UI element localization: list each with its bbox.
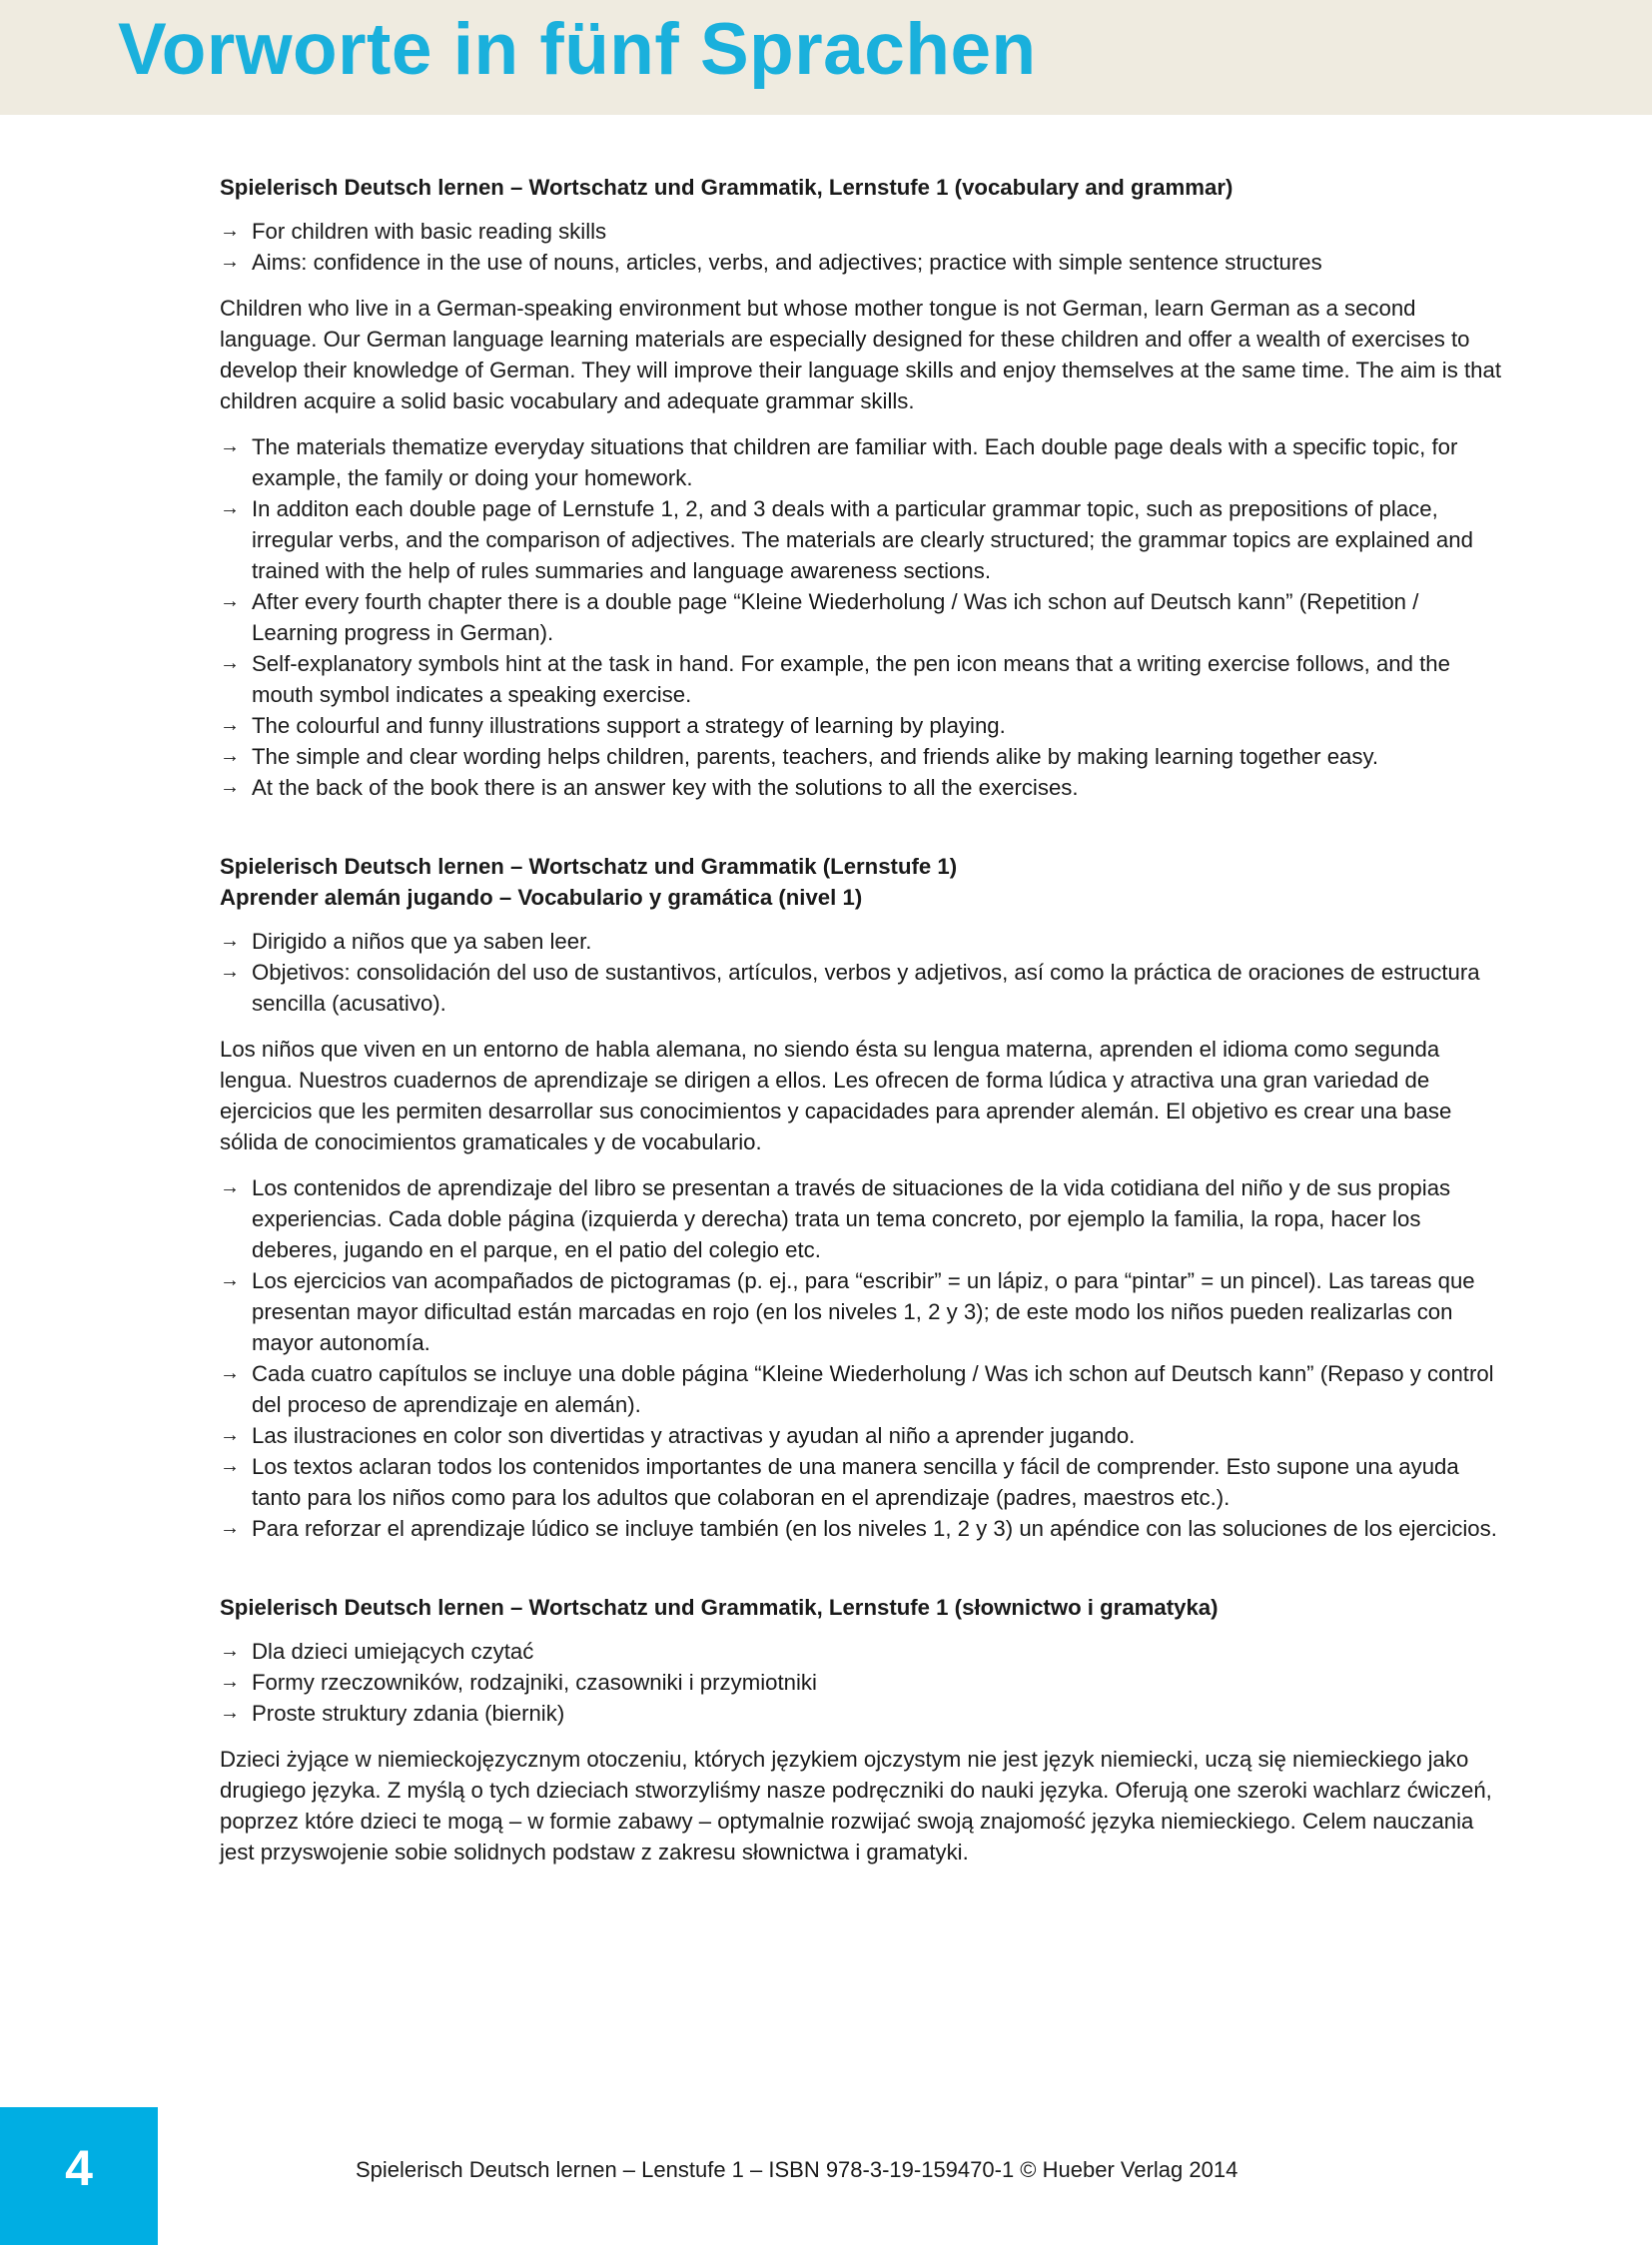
- list-item: [220, 648, 1508, 710]
- arrow-right-icon: →: [220, 961, 240, 983]
- section-heading-line: Spielerisch Deutsch lernen – Wortschatz und Grammatik, Lernstufe 1 (vocabulary and grammar): [220, 175, 1234, 200]
- section-heading: [220, 851, 1508, 913]
- section-paragraph: Dzieci żyjące w niemieckojęzycznym otoczeniu, których językiem ojczystym nie jest język niemiecki, uczą się niemieckiego jako drugiego języka. Z myślą o tych dzieciach stworzyliśmy nasze podręczniki do nauki języka. Oferują one szeroki wachlarz ćwiczeń, poprzez które dzieci te mogą – w formie zabawy – optymalnie rozwijać swoją znajomość języka niemieckiego. Celem nauczania jest przyswojenie sobie solidnych podstaw z zakresu słownictwa i gramatyki.: [220, 1747, 1492, 1865]
- list-item-text: After every fourth chapter there is a double page “Kleine Wiederholung / Was ich schon auf Deutsch kann” (Repetition / Learning progress in German).: [252, 589, 1419, 645]
- arrow-right-icon: →: [220, 435, 240, 457]
- bullet-list: [220, 1636, 1508, 1729]
- content-area: [220, 172, 1508, 1915]
- list-item: [220, 586, 1508, 648]
- list-item-text: Los textos aclaran todos los contenidos importantes de una manera sencilla y fácil de comprender. Esto supone una ayuda tanto para los niños como para los adultos que colaboran en el aprendizaje (padres, maestros etc.).: [252, 1454, 1459, 1510]
- list-item: [220, 493, 1508, 586]
- list-item-text: Las ilustraciones en color son divertidas y atractivas y ayudan al niño a aprender jugando.: [252, 1423, 1136, 1448]
- list-item-text: Dirigido a niños que ya saben leer.: [252, 929, 592, 954]
- list-item: [220, 710, 1508, 741]
- arrow-right-icon: →: [220, 1517, 240, 1539]
- list-item: [220, 1420, 1508, 1451]
- list-item: [220, 431, 1508, 493]
- list-item: [220, 1636, 1508, 1667]
- arrow-right-icon: →: [220, 497, 240, 519]
- list-item: [220, 1265, 1508, 1358]
- arrow-right-icon: →: [220, 1702, 240, 1724]
- list-item-text: Formy rzeczowników, rodzajniki, czasowniki i przymiotniki: [252, 1670, 817, 1695]
- bullet-list: [220, 926, 1508, 1019]
- list-item: [220, 216, 1508, 247]
- arrow-right-icon: →: [220, 1176, 240, 1198]
- list-item: [220, 741, 1508, 772]
- arrow-right-icon: →: [220, 251, 240, 273]
- list-item-text: Proste struktury zdania (biernik): [252, 1701, 565, 1726]
- arrow-right-icon: →: [220, 1424, 240, 1446]
- section-heading-line: Spielerisch Deutsch lernen – Wortschatz und Grammatik, Lernstufe 1 (słownictwo i gramatyka): [220, 1595, 1219, 1620]
- list-item-text: Los ejercicios van acompañados de pictogramas (p. ej., para “escribir” = un lápiz, o para “pintar” = un pincel). Las tareas que presentan mayor dificultad están marcadas en rojo (en los niveles 1, 2 y 3); de este modo los niños pueden realizarlas con mayor autonomía.: [252, 1268, 1475, 1355]
- list-item: [220, 772, 1508, 803]
- arrow-right-icon: →: [220, 220, 240, 242]
- list-item-text: Self-explanatory symbols hint at the task in hand. For example, the pen icon means that a writing exercise follows, and the mouth symbol indicates a speaking exercise.: [252, 651, 1450, 707]
- page-header: [0, 0, 1652, 115]
- bullet-list: [220, 1172, 1508, 1544]
- bullet-list: [220, 216, 1508, 278]
- list-item-text: At the back of the book there is an answer key with the solutions to all the exercises.: [252, 775, 1079, 800]
- arrow-right-icon: →: [220, 714, 240, 736]
- list-item: [220, 1698, 1508, 1729]
- list-item-text: The materials thematize everyday situations that children are familiar with. Each double page deals with a specific topic, for example, the family or doing your homework.: [252, 434, 1458, 490]
- arrow-right-icon: →: [220, 1269, 240, 1291]
- arrow-right-icon: →: [220, 1455, 240, 1477]
- section: [220, 851, 1508, 1544]
- arrow-right-icon: →: [220, 1362, 240, 1384]
- section-heading: [220, 1592, 1508, 1623]
- section-paragraph: Children who live in a German-speaking environment but whose mother tongue is not German, learn German as a second language. Our German language learning materials are especially designed for these children and offer a wealth of exercises to develop their knowledge of German. They will improve their language skills and enjoy themselves at the same time. The aim is that children acquire a solid basic vocabulary and adequate grammar skills.: [220, 296, 1501, 413]
- arrow-right-icon: →: [220, 590, 240, 612]
- arrow-right-icon: →: [220, 1671, 240, 1693]
- section-heading-line: Aprender alemán jugando – Vocabulario y gramática (nivel 1): [220, 885, 863, 910]
- list-item: [220, 1513, 1508, 1544]
- list-item-text: Dla dzieci umiejących czytać: [252, 1639, 534, 1664]
- list-item: [220, 1451, 1508, 1513]
- list-item: [220, 957, 1508, 1019]
- arrow-right-icon: →: [220, 930, 240, 952]
- list-item: [220, 1172, 1508, 1265]
- arrow-right-icon: →: [220, 652, 240, 674]
- list-item-text: The simple and clear wording helps children, parents, teachers, and friends alike by making learning together easy.: [252, 744, 1379, 769]
- list-item-text: For children with basic reading skills: [252, 219, 607, 244]
- section: [220, 1592, 1508, 1868]
- list-item-text: In additon each double page of Lernstufe 1, 2, and 3 deals with a particular grammar topic, such as prepositions of place, irregular verbs, and the comparison of adjectives. The materials are clearly structured; the grammar topics are explained and trained with the help of rules summaries and language awareness sections.: [252, 496, 1473, 583]
- list-item-text: Aims: confidence in the use of nouns, articles, verbs, and adjectives; practice with simple sentence structures: [252, 250, 1322, 275]
- footer-text: Spielerisch Deutsch lernen – Lenstufe 1 – ISBN 978-3-19-159470-1 © Hueber Verlag 2014: [356, 2157, 1239, 2182]
- section-heading-line: Spielerisch Deutsch lernen – Wortschatz und Grammatik (Lernstufe 1): [220, 854, 958, 879]
- list-item: [220, 926, 1508, 957]
- list-item-text: Los contenidos de aprendizaje del libro se presentan a través de situaciones de la vida cotidiana del niño y de sus propias experiencias. Cada doble página (izquierda y derecha) trata un tema concreto, por ejemplo la familia, la ropa, hacer los deberes, jugando en el parque, en el patio del colegio etc.: [252, 1175, 1451, 1262]
- section: [220, 172, 1508, 803]
- section-paragraph: Los niños que viven en un entorno de habla alemana, no siendo ésta su lengua materna, aprenden el idioma como segunda lengua. Nuestros cuadernos de aprendizaje se dirigen a ellos. Les ofrecen de forma lúdica y atractiva una gran variedad de ejercicios que les permiten desarrollar sus conocimientos y capacidades para aprender alemán. El objetivo es crear una base sólida de conocimientos gramaticales y de vocabulario.: [220, 1037, 1452, 1154]
- arrow-right-icon: →: [220, 745, 240, 767]
- list-item: [220, 1358, 1508, 1420]
- list-item-text: Objetivos: consolidación del uso de sustantivos, artículos, verbos y adjetivos, así como la práctica de oraciones de estructura sencilla (acusativo).: [252, 960, 1480, 1016]
- section-heading: [220, 172, 1508, 203]
- page-number: 4: [65, 2140, 93, 2196]
- bullet-list: [220, 431, 1508, 803]
- list-item-text: Para reforzar el aprendizaje lúdico se incluye también (en los niveles 1, 2 y 3) un apéndice con las soluciones de los ejercicios.: [252, 1516, 1497, 1541]
- page-number-box: [0, 2107, 158, 2245]
- arrow-right-icon: →: [220, 1640, 240, 1662]
- arrow-right-icon: →: [220, 776, 240, 798]
- list-item: [220, 247, 1508, 278]
- list-item: [220, 1667, 1508, 1698]
- list-item-text: Cada cuatro capítulos se incluye una doble página “Kleine Wiederholung / Was ich schon auf Deutsch kann” (Repaso y control del proceso de aprendizaje en alemán).: [252, 1361, 1494, 1417]
- page-title: Vorworte in fünf Sprachen: [118, 9, 1037, 90]
- list-item-text: The colourful and funny illustrations support a strategy of learning by playing.: [252, 713, 1006, 738]
